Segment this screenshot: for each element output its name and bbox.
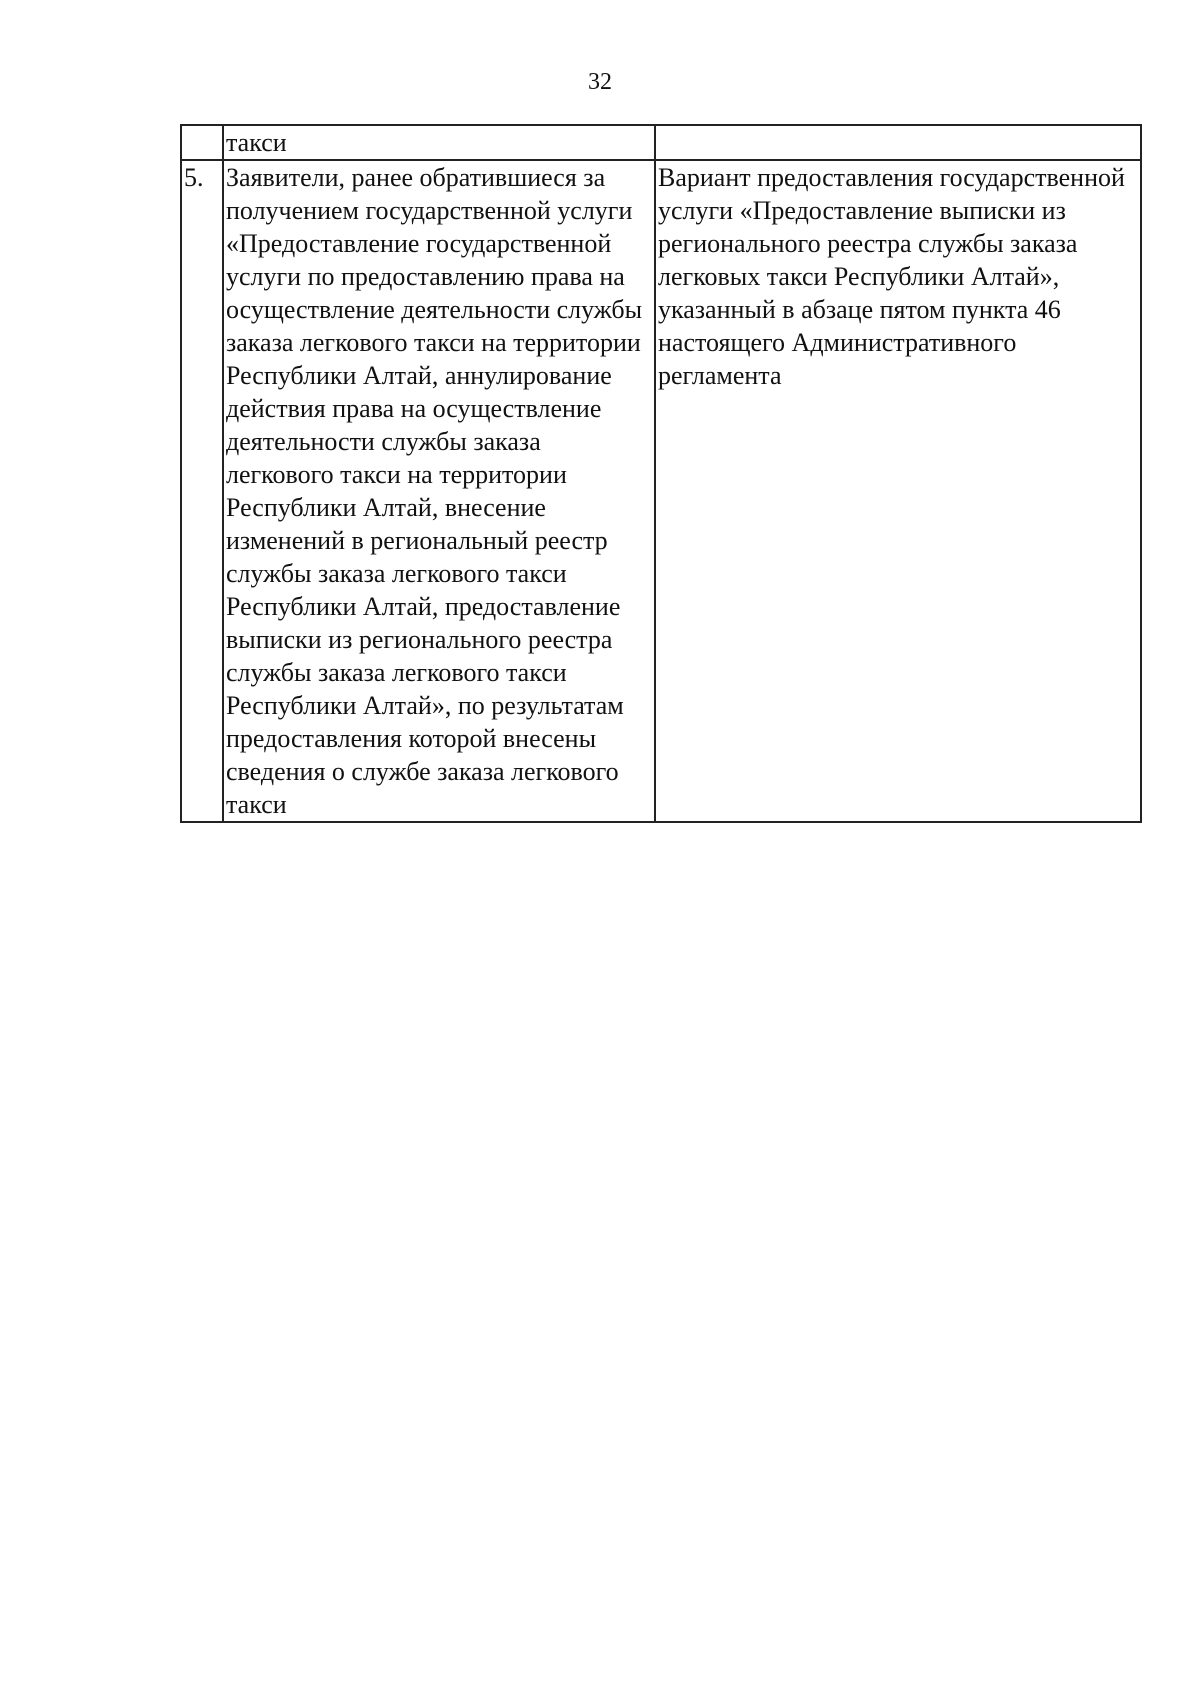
cell-number: 5. [181,160,223,822]
cell-applicant-category: такси [223,125,655,160]
table-row [181,160,1141,822]
variants-table [180,124,1142,823]
cell-service-variant [655,125,1141,160]
page-number: 32 [588,69,612,95]
table-row-continued [181,125,1141,160]
cell-service-variant: Вариант предоставления государственной услуги «Предоставление выписки из регионального реестра службы заказа легковых такси Республики Алтай», указанный в абзаце пятом пункта 46 настоящего Административного регламента [655,160,1141,822]
cell-applicant-category: Заявители, ранее обратившиеся за получением государственной услуги «Предоставление государственной услуги по предоставлению права на осуществление деятельности службы заказа легкового такси на территории Республики Алтай, аннулирование действия права на осуществление деятельности службы заказа легкового такси на территории Республики Алтай, внесение изменений в региональный реестр службы заказа легкового такси Республики Алтай, предоставление выписки из регионального реестра службы заказа легкового такси Республики Алтай», по результатам предоставления которой внесены сведения о службе заказа легкового такси [223,160,655,822]
cell-number [181,125,223,160]
